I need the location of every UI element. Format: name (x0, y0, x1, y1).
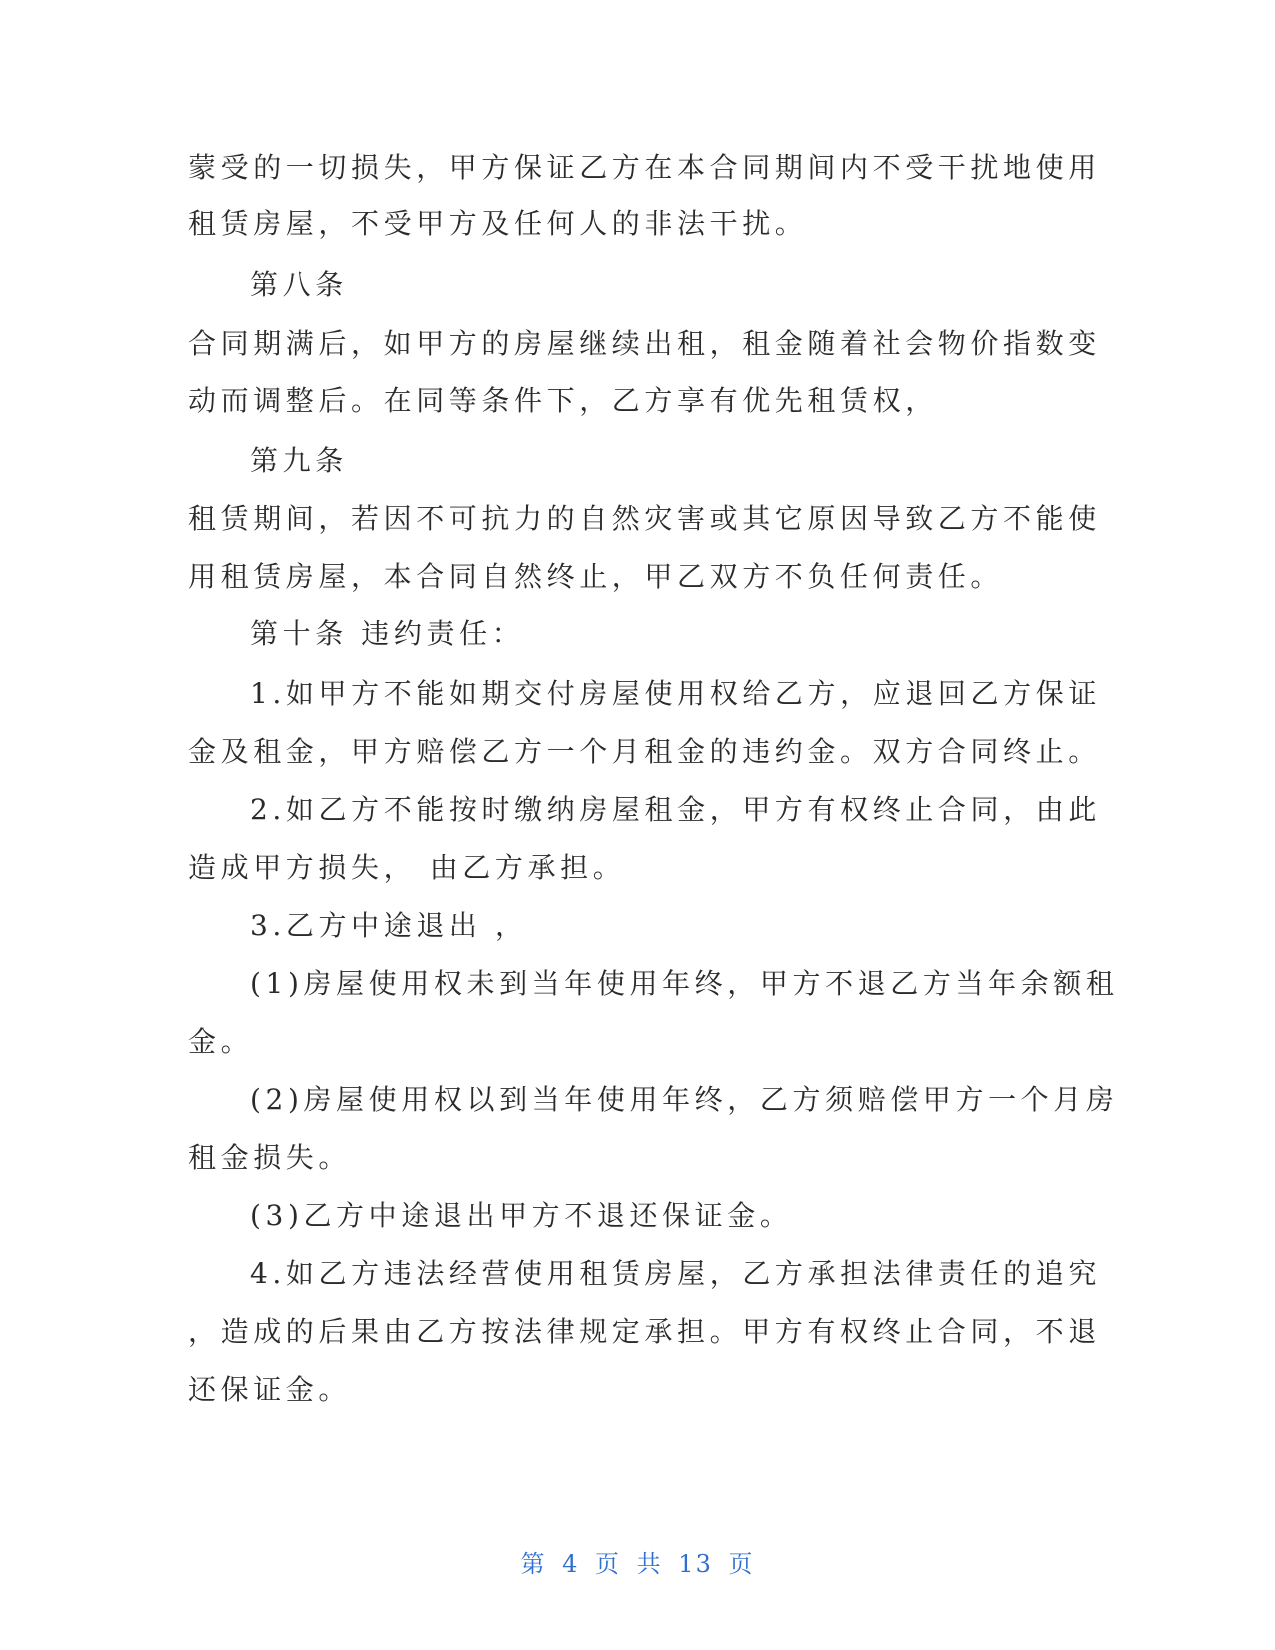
article-heading: 第九条 (250, 444, 348, 477)
text-line: 3.乙方中途退出 ， (250, 909, 528, 942)
text-line: 造成甲方损失， 由乙方承担。 (188, 851, 626, 884)
page-number-footer: 第 4 页 共 13 页 (520, 1550, 755, 1578)
text-line: (2)房屋使用权以到当年使用年终，乙方须赔偿甲方一个月房 (250, 1083, 1119, 1116)
text-line: (1)房屋使用权未到当年使用年终，甲方不退乙方当年余额租 (250, 967, 1119, 1000)
article-heading: 第十条 违约责任： (250, 617, 525, 650)
text-line: 用租赁房屋，本合同自然终止，甲乙双方不负任何责任。 (188, 560, 1004, 593)
text-line: 租赁期间，若因不可抗力的自然灾害或其它原因导致乙方不能使 (188, 502, 1101, 535)
text-line: 租金损失。 (188, 1141, 352, 1174)
article-heading: 第八条 (250, 268, 348, 301)
text-line: 1.如甲方不能如期交付房屋使用权给乙方，应退回乙方保证 (250, 677, 1101, 710)
text-line: ，造成的后果由乙方按法律规定承担。甲方有权终止合同，不退 (188, 1315, 1101, 1348)
text-line: 还保证金。 (188, 1373, 352, 1406)
text-line: 动而调整后。在同等条件下，乙方享有优先租赁权， (188, 384, 938, 417)
text-line: 4.如乙方违法经营使用租赁房屋，乙方承担法律责任的追究 (250, 1257, 1101, 1290)
text-line: 租赁房屋，不受甲方及任何人的非法干扰。 (188, 207, 808, 240)
text-line: 合同期满后，如甲方的房屋继续出租，租金随着社会物价指数变 (188, 327, 1101, 360)
text-line: 金及租金，甲方赔偿乙方一个月租金的违约金。双方合同终止。 (188, 735, 1101, 768)
text-line: 2.如乙方不能按时缴纳房屋租金，甲方有权终止合同，由此 (250, 793, 1101, 826)
text-line: 金。 (188, 1025, 254, 1058)
text-line: (3)乙方中途退出甲方不退还保证金。 (250, 1199, 793, 1232)
text-line: 蒙受的一切损失，甲方保证乙方在本合同期间内不受干扰地使用 (188, 151, 1101, 184)
